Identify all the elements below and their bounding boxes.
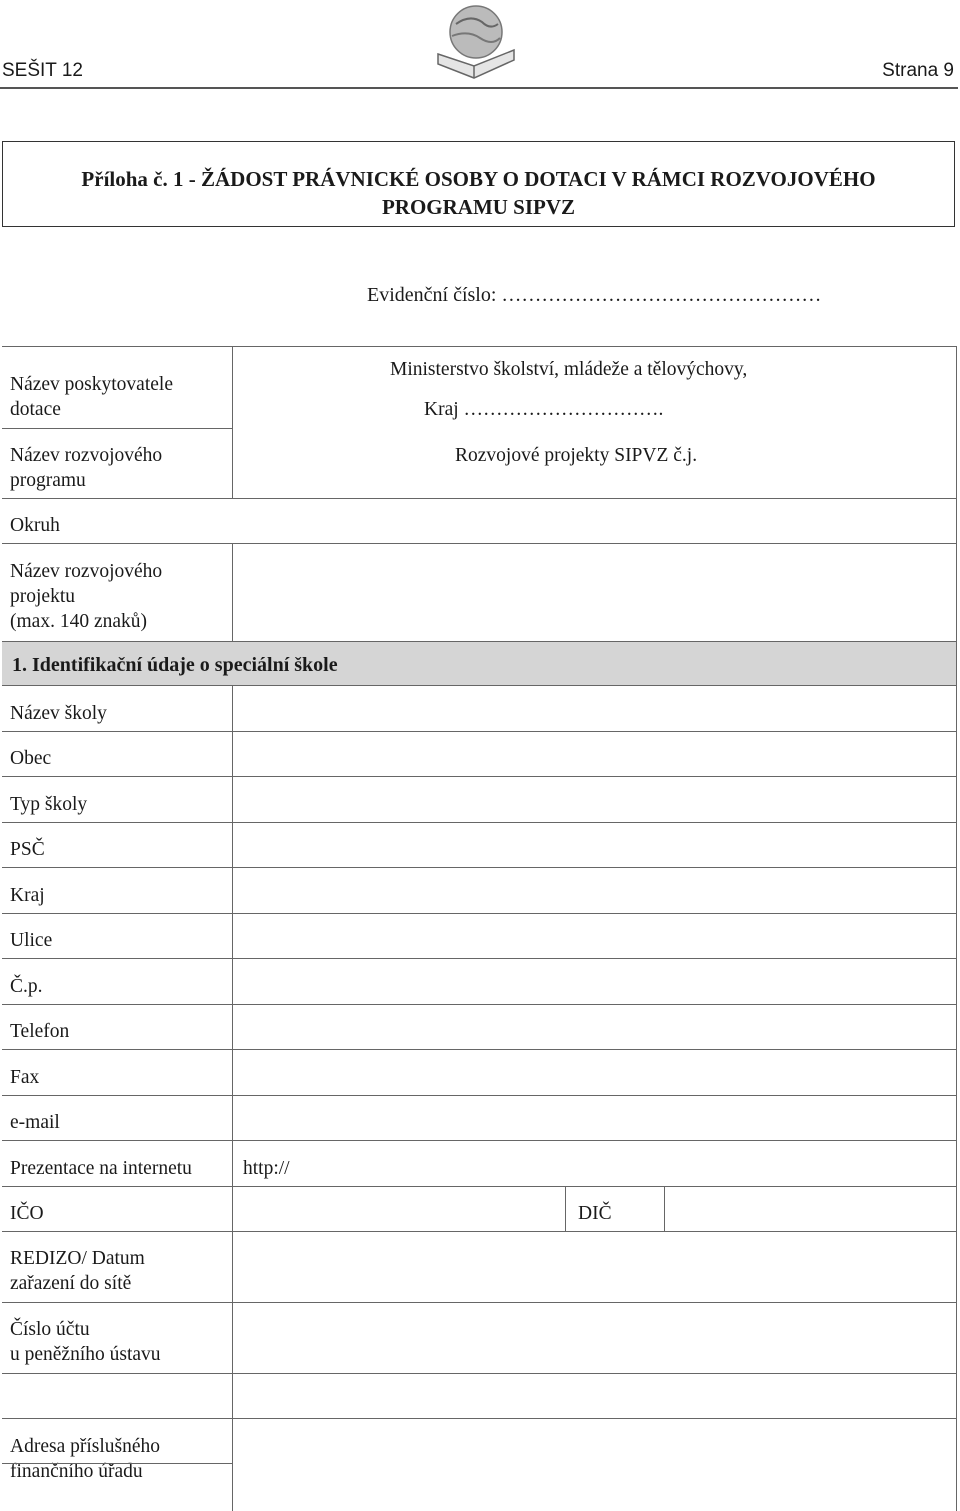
row-divider bbox=[2, 428, 232, 429]
ico-label: IČO bbox=[10, 1203, 44, 1224]
tax-office-label: Adresa příslušného finančního úřadu bbox=[10, 1436, 161, 1482]
page-header bbox=[0, 0, 960, 88]
column-divider bbox=[565, 1186, 566, 1231]
bank-account-label: Číslo účtu u peněžního ústavu bbox=[10, 1319, 161, 1365]
provider-value-region[interactable]: Kraj …………………………. bbox=[424, 399, 664, 420]
page-number: Strana 9 bbox=[882, 60, 954, 81]
section-1-header bbox=[2, 641, 956, 686]
table-border-right bbox=[956, 346, 957, 641]
row-divider bbox=[2, 1463, 232, 1464]
row-divider bbox=[2, 1004, 956, 1005]
row-divider bbox=[2, 1418, 956, 1419]
redizo-label: REDIZO/ Datum zařazení do sítě bbox=[10, 1248, 145, 1294]
street-label: Ulice bbox=[10, 930, 53, 951]
row-divider bbox=[2, 1095, 956, 1096]
region-label: Kraj bbox=[10, 885, 45, 906]
row-divider bbox=[2, 776, 956, 777]
row-divider bbox=[2, 1373, 956, 1374]
evidence-number: Evidenční číslo: ………………………………………… bbox=[367, 284, 822, 306]
title-line-1: Příloha č. 1 - ŽÁDOST PRÁVNICKÉ OSOBY O DOTACI V RÁMCI ROZVOJOVÉHO bbox=[81, 167, 876, 191]
row-divider bbox=[2, 731, 956, 732]
website-label: Prezentace na internetu bbox=[10, 1158, 192, 1179]
row-divider bbox=[2, 1186, 956, 1187]
zip-label: PSČ bbox=[10, 839, 45, 860]
provider-label: Název poskytovatele dotace bbox=[10, 374, 173, 420]
table-border-top bbox=[2, 346, 956, 347]
row-divider bbox=[2, 1140, 956, 1141]
city-label: Obec bbox=[10, 748, 52, 769]
row-divider bbox=[2, 1302, 956, 1303]
column-divider bbox=[232, 346, 233, 498]
row-divider bbox=[2, 543, 956, 544]
program-value: Rozvojové projekty SIPVZ č.j. bbox=[455, 445, 698, 466]
column-divider bbox=[232, 686, 233, 1511]
email-label: e-mail bbox=[10, 1112, 60, 1133]
row-divider bbox=[2, 913, 956, 914]
school-type-label: Typ školy bbox=[10, 794, 88, 815]
row-divider bbox=[2, 867, 956, 868]
issue-label: SEŠIT 12 bbox=[2, 60, 83, 81]
table-border-right bbox=[956, 641, 957, 1511]
project-name-label: Název rozvojového projektu (max. 140 znaků) bbox=[10, 561, 163, 632]
house-number-label: Č.p. bbox=[10, 976, 43, 997]
row-divider bbox=[2, 498, 956, 499]
column-divider bbox=[232, 543, 233, 641]
dic-label: DIČ bbox=[578, 1203, 612, 1224]
header-divider bbox=[0, 87, 958, 89]
section-1-title: 1. Identifikační údaje o speciální škole bbox=[12, 654, 338, 676]
row-divider bbox=[2, 1231, 956, 1232]
row-divider bbox=[2, 1049, 956, 1050]
globe-book-icon bbox=[430, 2, 522, 82]
website-value[interactable]: http:// bbox=[243, 1158, 290, 1179]
row-divider bbox=[2, 822, 956, 823]
row-divider bbox=[2, 958, 956, 959]
column-divider bbox=[664, 1186, 665, 1231]
phone-label: Telefon bbox=[10, 1021, 70, 1042]
program-label: Název rozvojového programu bbox=[10, 445, 163, 491]
form-title bbox=[2, 141, 955, 227]
title-line-2: PROGRAMU SIPVZ bbox=[381, 195, 576, 219]
provider-value-ministry: Ministerstvo školství, mládeže a tělovýchovy, bbox=[390, 359, 748, 380]
school-name-label: Název školy bbox=[10, 703, 107, 724]
fax-label: Fax bbox=[10, 1067, 40, 1088]
okruh-label: Okruh bbox=[10, 515, 60, 536]
